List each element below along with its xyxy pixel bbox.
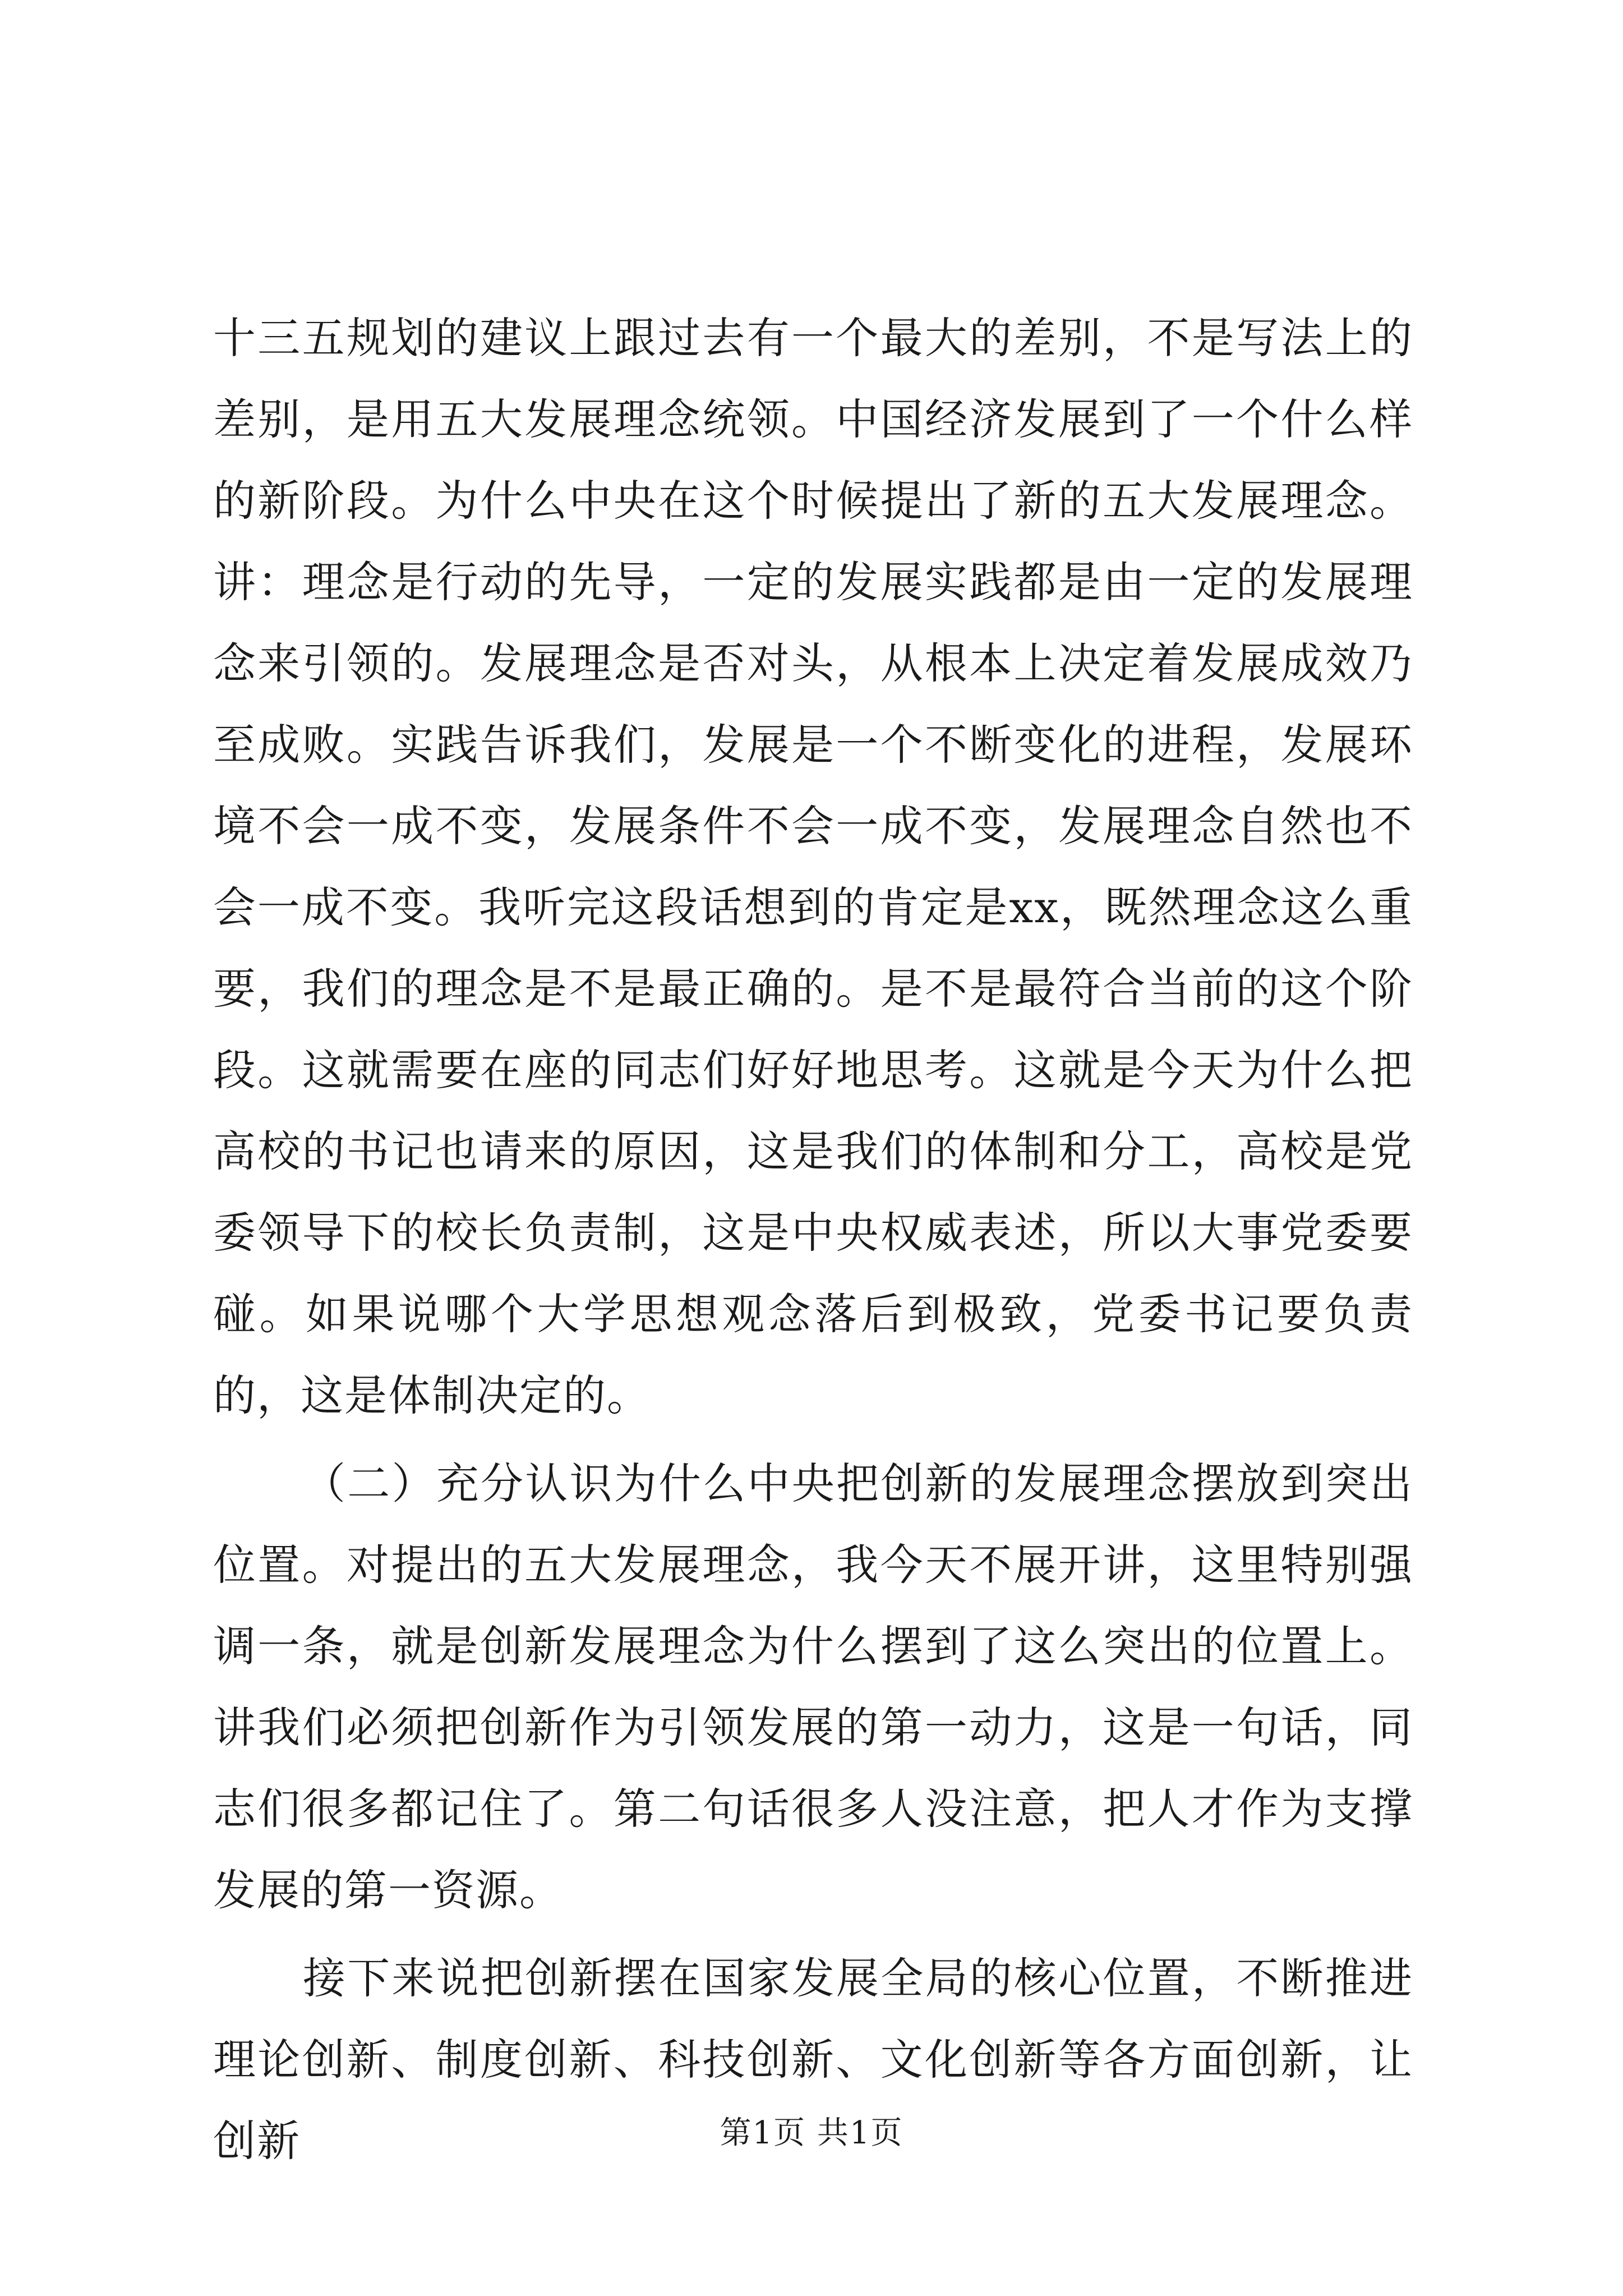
page-footer: 第1页 共1页: [720, 2115, 903, 2151]
document-body: [213, 297, 1413, 2182]
paragraph-1: 十三五规划的建议上跟过去有一个最大的差别，不是写法上的差别，是用五大发展理念统领。中国经济发展到了一个什么样的新阶段。为什么中央在这个时候提出了新的五大发展理念。讲：理念是行动的先导，一定的发展实践都是由一定的发展理念来引领的。发展理念是否对头，从根本上决定着发展成效乃至成败。实践告诉我们，发展是一个不断变化的进程，发展环境不会一成不变，发展条件不会一成不变，发展理念自然也不会一成不变。我听完这段话想到的肯定是xx，既然理念这么重要，我们的理念是不是最正确的。是不是最符合当前的这个阶段。这就需要在座的同志们好好地思考。这就是今天为什么把高校的书记也请来的原因，这是我们的体制和分工，高校是党委领导下的校长负责制，这是中央权威表述，所以大事党委要碰。如果说哪个大学思想观念落后到极致，党委书记要负责的，这是体制决定的。: [213, 313, 1413, 1420]
paragraph-3: 接下来说把创新摆在国家发展全局的核心位置，不断推进理论创新、制度创新、科技创新、文化创新等各方面创新，让创新: [213, 1953, 1413, 2166]
paragraph-2: （二）充分认识为什么中央把创新的发展理念摆放到突出位置。对提出的五大发展理念，我今天不展开讲，这里特别强调一条，就是创新发展理念为什么摆到了这么突出的位置上。讲我们必须把创新作为引领发展的第一动力，这是一句话，同志们很多都记住了。第二句话很多人没注意，把人才作为支撑发展的第一资源。: [213, 1458, 1413, 1915]
